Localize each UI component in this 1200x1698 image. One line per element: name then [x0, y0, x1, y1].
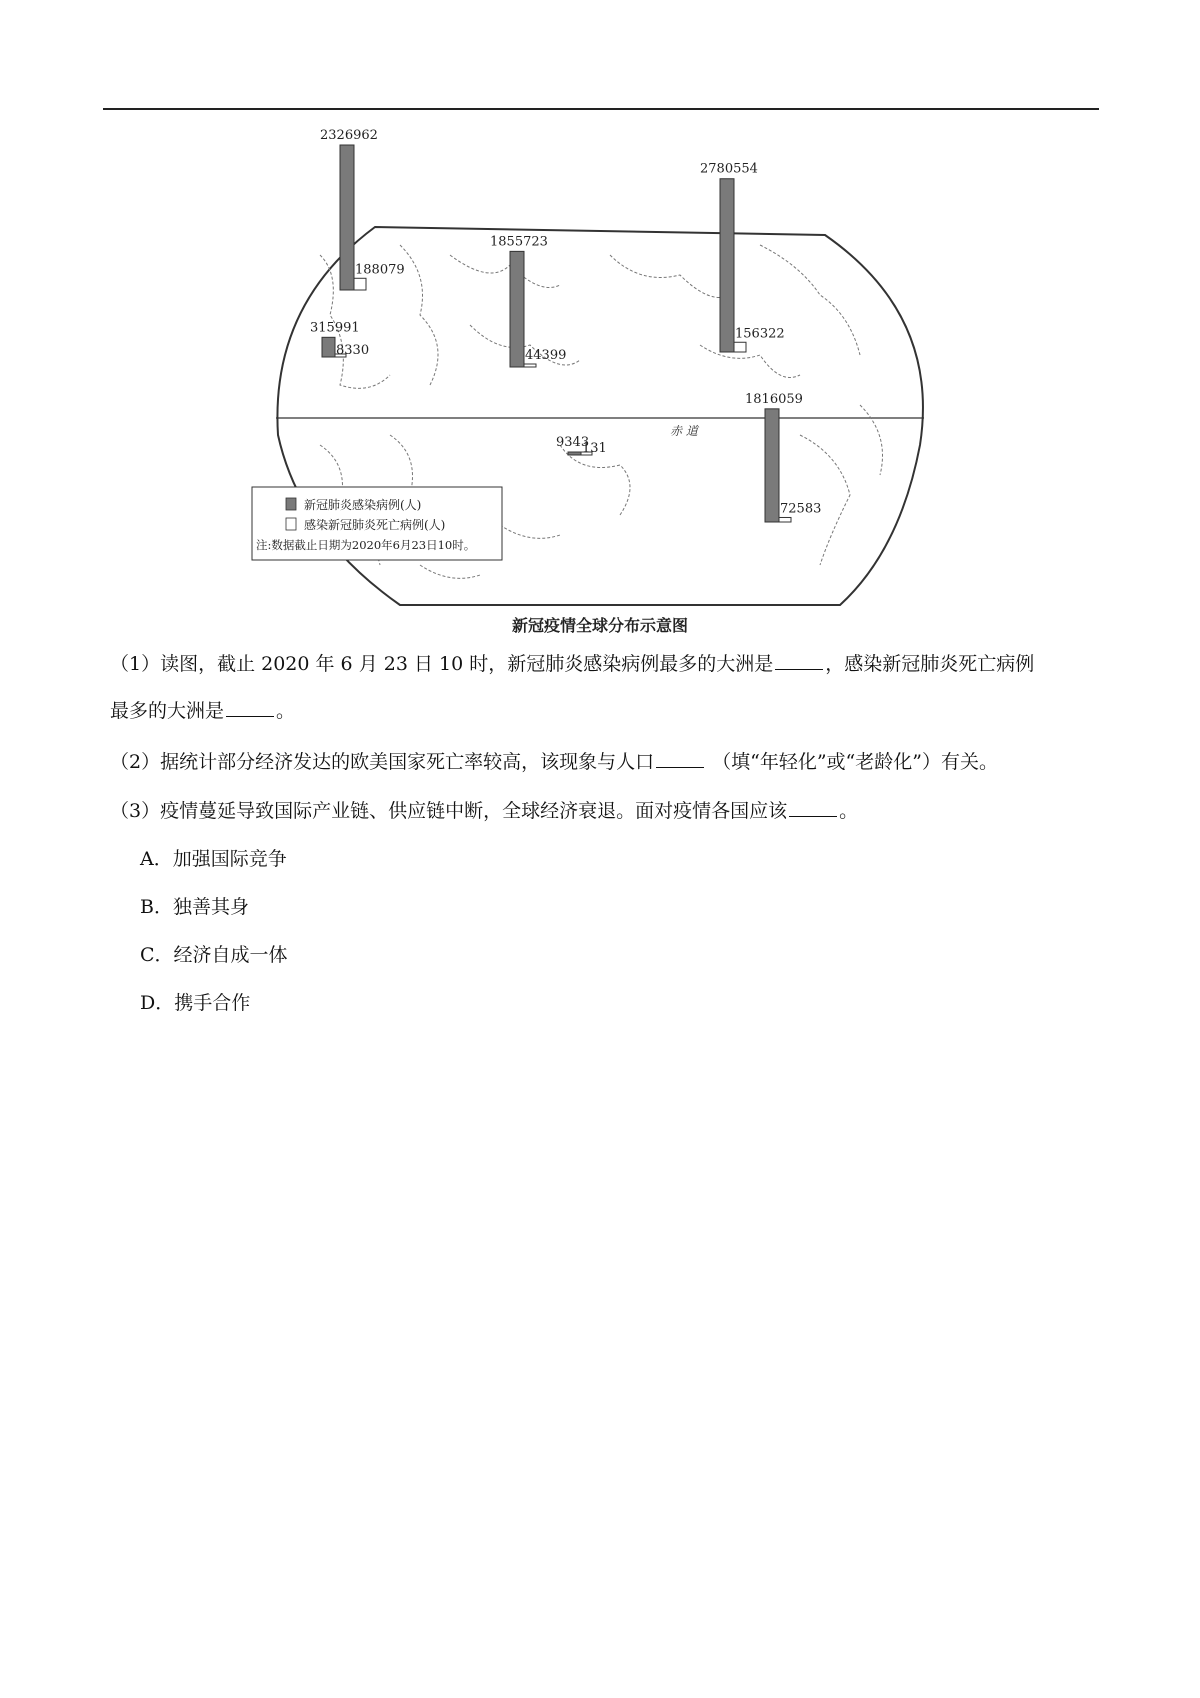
q3-text-a: （3）疫情蔓延导致国际产业链、供应链中断，全球经济衰退。面对疫情各国应该 [110, 800, 788, 822]
option-a[interactable] [140, 845, 287, 873]
q1-text-d: 。 [276, 700, 296, 722]
q2-text-b: （填“年轻化”或“老龄化”）有关。 [706, 751, 998, 773]
legend-infected-swatch [286, 498, 296, 510]
q1-text-a: （1）读图，截止 2020 年 6 月 23 日 10 时，新冠肺炎感染病例最多的大洲是 [110, 653, 774, 675]
europe-death-bar [524, 364, 536, 367]
option-d-text: 携手合作 [174, 992, 251, 1014]
europe-infected-bar [510, 251, 524, 367]
africa-death-label: 72583 [780, 501, 822, 517]
oceania-death-label: 131 [582, 441, 607, 456]
asia-infected-bar [720, 179, 734, 352]
south-america-infected-bar [322, 337, 335, 357]
question-1-line-2 [110, 697, 295, 725]
legend-infected-label: 新冠肺炎感染病例(人) [304, 498, 422, 512]
option-b-letter: B． [140, 896, 173, 918]
south-america-death-label: 8330 [336, 343, 370, 358]
q1-text-c: 最多的大洲是 [110, 700, 225, 722]
option-b-text: 独善其身 [172, 896, 249, 918]
asia-infected-label: 2780554 [700, 161, 758, 177]
europe-infected-label: 1855723 [490, 234, 548, 250]
q1-blank-1[interactable] [775, 651, 823, 670]
north-america-infected-bar [340, 145, 354, 290]
q1-blank-2[interactable] [226, 698, 274, 717]
top-rule [103, 108, 1099, 110]
legend-death-label: 感染新冠肺炎死亡病例(人) [304, 518, 446, 532]
option-a-text: 加强国际竞争 [172, 848, 287, 870]
south-america-infected-label: 315991 [310, 320, 360, 336]
option-c-text: 经济自成一体 [173, 944, 288, 966]
north-america-infected-label: 2326962 [320, 128, 378, 143]
map-svg [256, 128, 940, 645]
africa-infected-label: 1816059 [745, 391, 803, 407]
option-b[interactable] [140, 893, 249, 921]
option-c[interactable] [140, 941, 288, 969]
q3-blank[interactable] [789, 798, 837, 817]
option-a-letter: A． [140, 848, 173, 870]
europe-death-label: 44399 [525, 348, 567, 363]
equator-label: 赤 道 [670, 424, 698, 438]
question-2 [110, 748, 998, 776]
legend-note: 注:数据截止日期为2020年6月23日10时。 [256, 538, 476, 552]
figure-caption: 新冠疫情全球分布示意图 [511, 616, 689, 635]
north-america-death-label: 188079 [355, 262, 405, 278]
north-america-death-bar [354, 278, 366, 290]
oceania-infected-bar [568, 452, 581, 455]
legend-death-swatch [286, 518, 296, 530]
q1-text-b: ，感染新冠肺炎死亡病例 [825, 653, 1035, 675]
asia-death-bar [734, 342, 746, 352]
option-d-letter: D． [140, 992, 175, 1014]
oceania-infected-label: 9343 [556, 435, 590, 450]
africa-death-bar [779, 517, 791, 522]
q2-blank[interactable] [656, 749, 704, 768]
legend [252, 487, 502, 560]
africa-infected-bar [765, 409, 779, 522]
q3-text-b: 。 [839, 800, 859, 822]
covid-map-figure [256, 128, 940, 645]
option-d[interactable] [140, 989, 250, 1017]
q2-text-a: （2）据统计部分经济发达的欧美国家死亡率较高，该现象与人口 [110, 751, 655, 773]
question-3 [110, 797, 858, 825]
asia-death-label: 156322 [735, 326, 785, 342]
question-1-line-1 [110, 650, 1034, 678]
option-c-letter: C． [140, 944, 174, 966]
